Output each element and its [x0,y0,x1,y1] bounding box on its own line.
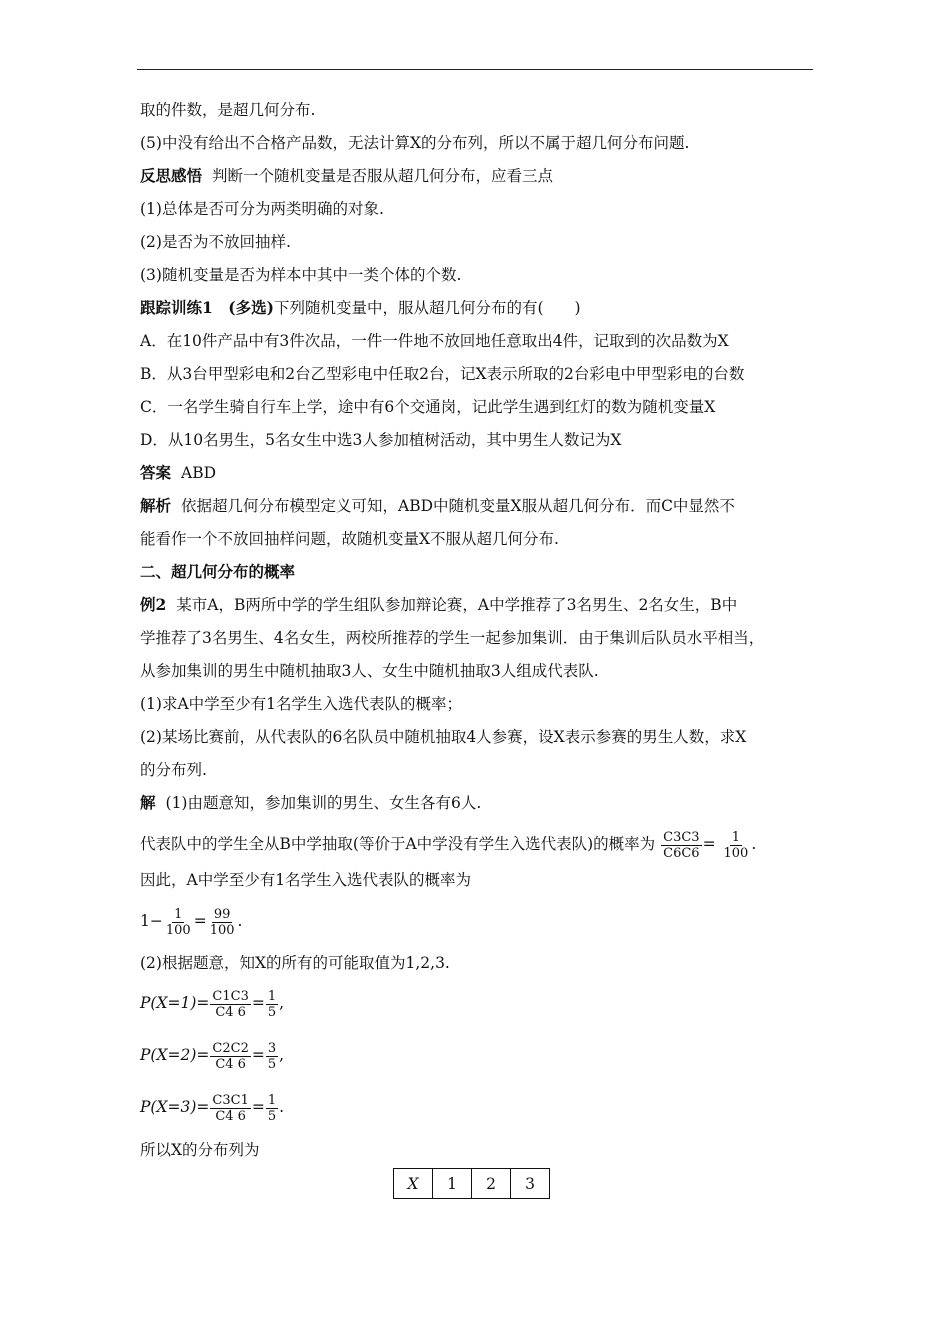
text-line: (1)总体是否可分为两类明确的对象. [140,200,384,218]
text-line: 从参加集训的男生中随机抽取3人、女生中随机抽取3人组成代表队. [140,662,599,680]
text-line: 取的件数，是超几何分布. [140,101,316,119]
text-line: (5)中没有给出不合格产品数，无法计算X的分布列，所以不属于超几何分布问题. [140,134,690,152]
table-row [394,1169,550,1199]
example-line: 例2 某市A，B两所中学的学生组队参加辩论赛，A中学推荐了3名男生、2名女生，B中 [140,595,738,614]
fraction: $\frac{3}{5}$ [267,1040,277,1072]
complement-formula: 1− $\frac{1}{100}$ = $\frac{99}{100}$ . [140,906,243,938]
reflection-heading: 反思感悟 [140,166,203,185]
table-cell: 1 [433,1169,472,1199]
header-rule [137,69,813,70]
fraction: $\frac{1}{5}$ [267,1092,277,1124]
formula-x3: P(X=3)= $\frac{C3C1}{C4 6}$ = $\frac{1}{5}$ . [140,1092,285,1124]
text-line: (3)随机变量是否为样本中其中一类个体的个数. [140,266,462,284]
text-line: 的分布列. [140,761,207,779]
formula-x2: P(X=2)= $\frac{C2C2}{C4 6}$ = $\frac{3}{5}$ , [140,1040,285,1072]
option-d: D．从10名男生，5名女生中选3人参加植树活动，其中男生人数记为X [140,431,622,449]
solution-line: 解 (1)由题意知，参加集训的男生、女生各有6人. [140,793,482,812]
text-line: (2)是否为不放回抽样. [140,233,291,251]
option-a: A．在10件产品中有3件次品，一件一件地不放回地任意取出4件，记取到的次品数为X [140,332,729,350]
option-c: C．一名学生骑自行车上学，途中有6个交通岗，记此学生遇到红灯的数为随机变量X [140,398,716,416]
fraction: $\frac{C2C2}{C4 6}$ [212,1040,249,1072]
answer-line [140,463,216,483]
distribution-table [393,1168,550,1199]
text-line: 学推荐了3名男生、4名女生，两校所推荐的学生一起参加集训．由于集训后队员水平相当， [140,629,765,647]
fraction: $\frac{1}{5}$ [267,988,277,1020]
fraction: $\frac{99}{100}$ [209,906,235,938]
option-b: B．从3台甲型彩电和2台乙型彩电中任取2台，记X表示所取的2台彩电中甲型彩电的台数 [140,365,745,383]
question-1: (1)求A中学至少有1名学生入选代表队的概率； [140,695,463,713]
fraction: $\frac{C3C1}{C4 6}$ [212,1092,249,1124]
text-line: 所以X的分布列为 [140,1141,260,1159]
section-heading: 二、超几何分布的概率 [140,562,296,581]
formula-x1: P(X=1)= $\frac{C1C3}{C4 6}$ = $\frac{1}{5}$ , [140,988,285,1020]
question-2: (2)某场比赛前，从代表队的6名队员中随机抽取4人参赛，设X表示参赛的男生人数，求X [140,728,747,746]
answer-value: ABD [181,464,217,482]
answer-label: 答案 [140,463,172,482]
table-cell: 3 [511,1169,550,1199]
fraction: $\frac{1}{100}$ [723,829,749,861]
text-line: 因此，A中学至少有1名学生入选代表队的概率为 [140,871,472,889]
text-line: (2)根据题意，知X的所有的可能取值为1,2,3. [140,954,450,972]
solution-label: 解 [140,793,156,812]
text-line: 能看作一个不放回抽样问题，故随机变量X不服从超几何分布. [140,530,559,548]
exercise-heading-line: 跟踪训练1 (多选)下列随机变量中，服从超几何分布的有( ) [140,298,581,317]
table-cell: 2 [472,1169,511,1199]
reflection-line: 反思感悟 判断一个随机变量是否服从超几何分布，应看三点 [140,166,554,185]
fraction: $\frac{C3C3}{C6C6}$ [663,829,700,861]
analysis-line: 解析 依据超几何分布模型定义可知，ABD中随机变量X服从超几何分布．而C中显然不 [140,496,735,515]
analysis-label: 解析 [140,496,172,515]
exercise-heading: 跟踪训练1 (多选) [140,298,274,317]
fraction: $\frac{C1C3}{C4 6}$ [212,988,249,1020]
probability-line: 代表队中的学生全从B中学抽取(等价于A中学没有学生入选代表队)的概率为 $\frac{C3C3}{C6C6}$ = $\frac{1}{100}$ . [140,829,757,861]
fraction: $\frac{1}{100}$ [165,906,191,938]
table-header-cell: X [394,1169,433,1199]
example-label: 例2 [140,595,167,614]
